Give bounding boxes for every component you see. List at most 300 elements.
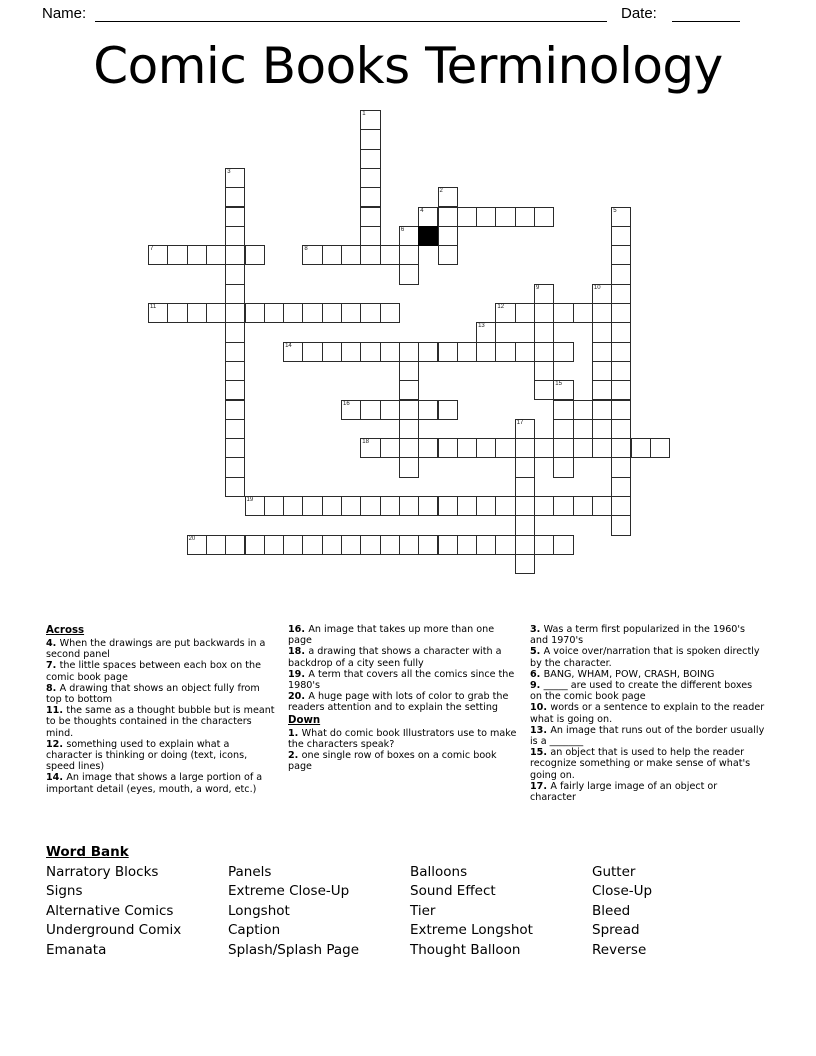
clue-across-4 bbox=[46, 638, 278, 660]
grid-cell[interactable] bbox=[360, 496, 380, 516]
grid-cell[interactable] bbox=[360, 226, 380, 246]
grid-cell[interactable] bbox=[360, 342, 380, 362]
clue-across-16 bbox=[288, 624, 520, 646]
clue-number: 3. bbox=[530, 624, 544, 635]
page-title: Comic Books Terminology bbox=[93, 37, 723, 95]
grid-cell[interactable] bbox=[399, 457, 419, 477]
clue-text: Was a term first popularized in the 1960's and 1970's bbox=[530, 624, 746, 647]
grid-cell[interactable] bbox=[225, 207, 245, 227]
grid-cell[interactable] bbox=[418, 496, 438, 516]
clue-text: A fairly large image of an object or character bbox=[530, 780, 718, 804]
clue-text: _____ are used to create the different boxes on the comic book page bbox=[530, 680, 753, 703]
grid-cell[interactable] bbox=[360, 245, 380, 265]
clue-across-8 bbox=[46, 683, 278, 705]
grid-cell[interactable] bbox=[418, 400, 438, 420]
grid-cell[interactable] bbox=[515, 457, 535, 477]
grid-cell[interactable] bbox=[264, 303, 284, 323]
grid-cell[interactable] bbox=[206, 303, 226, 323]
word-bank-item: Caption bbox=[228, 922, 281, 939]
grid-cell[interactable] bbox=[302, 245, 322, 265]
grid-cell-number: 19 bbox=[246, 497, 254, 503]
grid-cell[interactable] bbox=[534, 342, 554, 362]
grid-cell[interactable] bbox=[515, 554, 535, 574]
grid-cell-number: 11 bbox=[150, 304, 157, 310]
word-bank-item: Underground Comix bbox=[46, 922, 182, 939]
grid-cell[interactable] bbox=[495, 207, 515, 227]
grid-cell[interactable] bbox=[380, 438, 400, 458]
grid-cell[interactable] bbox=[611, 477, 631, 497]
grid-cell[interactable] bbox=[611, 322, 631, 342]
grid-cell[interactable] bbox=[495, 303, 515, 323]
grid-cell[interactable] bbox=[225, 245, 245, 265]
grid-cell[interactable] bbox=[399, 245, 419, 265]
grid-cell-number: 15 bbox=[555, 381, 562, 388]
grid-cell[interactable] bbox=[283, 496, 303, 516]
across-heading: Across bbox=[46, 625, 85, 636]
word-bank-heading: Word Bank bbox=[46, 844, 129, 860]
clue-down-9 bbox=[530, 680, 766, 702]
grid-cell[interactable] bbox=[206, 535, 226, 555]
clue-text: a drawing that shows a character with a backdrop of a city seen fully bbox=[288, 646, 502, 669]
grid-cell[interactable] bbox=[245, 245, 265, 265]
grid-cell[interactable] bbox=[322, 342, 342, 362]
word-bank-item: Spread bbox=[592, 922, 640, 939]
grid-cell[interactable] bbox=[592, 322, 612, 342]
grid-cell[interactable] bbox=[418, 207, 438, 227]
grid-cell[interactable] bbox=[225, 303, 245, 323]
grid-cell[interactable] bbox=[495, 496, 515, 516]
grid-cell[interactable] bbox=[380, 535, 400, 555]
clue-number: 10. bbox=[530, 702, 551, 714]
grid-cell[interactable] bbox=[380, 245, 400, 265]
grid-cell[interactable] bbox=[611, 400, 631, 420]
word-bank-item: Signs bbox=[46, 883, 83, 900]
grid-cell[interactable] bbox=[515, 207, 535, 227]
grid-cell-number: 8 bbox=[304, 246, 308, 253]
grid-cell[interactable] bbox=[341, 496, 361, 516]
grid-cell[interactable] bbox=[573, 496, 593, 516]
grid-cell-number: 18 bbox=[362, 439, 369, 446]
clue-text: the little spaces between each box on the comic book page bbox=[46, 660, 261, 683]
grid-cell[interactable] bbox=[187, 303, 207, 323]
clue-number: 5. bbox=[530, 646, 544, 658]
clue-across-18 bbox=[288, 646, 520, 668]
grid-cell[interactable] bbox=[360, 303, 380, 323]
grid-cell[interactable] bbox=[534, 535, 554, 555]
clue-number: 6. bbox=[530, 668, 544, 680]
grid-cell-number: 7 bbox=[150, 246, 154, 253]
grid-cell[interactable] bbox=[476, 342, 496, 362]
grid-cell[interactable] bbox=[553, 380, 573, 400]
word-bank-item: Close-Up bbox=[592, 883, 653, 900]
grid-cell[interactable] bbox=[399, 400, 419, 420]
grid-cell[interactable] bbox=[553, 400, 573, 420]
clues-column-3 bbox=[530, 624, 766, 803]
clues-column-1 bbox=[46, 624, 278, 795]
word-bank-item: Panels bbox=[228, 864, 272, 880]
grid-cell[interactable] bbox=[611, 284, 631, 304]
grid-cell-number: 4 bbox=[420, 207, 424, 214]
grid-cell[interactable] bbox=[225, 380, 245, 400]
grid-cell[interactable] bbox=[341, 400, 361, 420]
word-bank-item: Bleed bbox=[592, 902, 631, 919]
word-bank-column-2 bbox=[228, 863, 410, 960]
clue-number: 11. bbox=[46, 705, 67, 717]
grid-cell[interactable] bbox=[553, 457, 573, 477]
grid-cell-number: 6 bbox=[400, 226, 405, 233]
grid-cell[interactable] bbox=[225, 361, 245, 381]
clue-number: 8. bbox=[46, 682, 60, 694]
clue-across-19 bbox=[288, 669, 520, 691]
grid-cell[interactable] bbox=[225, 419, 245, 439]
grid-cell-number: 3 bbox=[227, 168, 231, 175]
grid-cell[interactable] bbox=[592, 380, 612, 400]
clue-text: A voice over/narration that is spoken directly by the character. bbox=[530, 646, 760, 669]
grid-cell[interactable] bbox=[187, 245, 207, 265]
clue-text: BANG, WHAM, POW, CRASH, BOING bbox=[543, 668, 715, 680]
grid-cell[interactable] bbox=[225, 226, 245, 246]
clue-text: What do comic book Illustrators use to make the characters speak? bbox=[288, 727, 517, 750]
clue-down-5 bbox=[530, 646, 766, 668]
grid-cell[interactable] bbox=[302, 342, 322, 362]
word-bank-item: Longshot bbox=[228, 902, 290, 919]
grid-cell[interactable] bbox=[515, 419, 535, 439]
grid-cell[interactable] bbox=[438, 496, 458, 516]
grid-cell-number: 17 bbox=[516, 419, 524, 426]
grid-cell[interactable] bbox=[534, 496, 554, 516]
grid-cell[interactable] bbox=[148, 303, 168, 323]
grid-cell[interactable] bbox=[515, 438, 535, 458]
clue-text: something used to explain what a character is thinking or doing (text, icons, speed lines) bbox=[46, 738, 248, 773]
clue-down-3 bbox=[530, 624, 766, 646]
grid-cell[interactable] bbox=[360, 535, 380, 555]
down-heading: Down bbox=[288, 714, 321, 726]
grid-cell[interactable] bbox=[611, 245, 631, 265]
grid-cell-number: 10 bbox=[593, 284, 601, 291]
grid-cell[interactable] bbox=[360, 110, 380, 130]
grid-cell[interactable] bbox=[302, 535, 322, 555]
grid-cell[interactable] bbox=[495, 438, 515, 458]
grid-cell[interactable] bbox=[515, 515, 535, 535]
grid-cell-number: 9 bbox=[536, 284, 540, 291]
grid-cell[interactable] bbox=[245, 535, 265, 555]
grid-cell[interactable] bbox=[225, 400, 245, 420]
grid-cell[interactable] bbox=[322, 245, 342, 265]
grid-cell[interactable] bbox=[380, 496, 400, 516]
grid-cell[interactable] bbox=[187, 535, 207, 555]
grid-cell[interactable] bbox=[283, 535, 303, 555]
grid-cell[interactable] bbox=[457, 535, 477, 555]
grid-cell[interactable] bbox=[534, 361, 554, 381]
grid-cell[interactable] bbox=[553, 438, 573, 458]
clue-text: A drawing that shows an object fully from top to bottom bbox=[46, 682, 260, 706]
grid-cell[interactable] bbox=[341, 535, 361, 555]
grid-cell[interactable] bbox=[553, 535, 573, 555]
clue-across-11 bbox=[46, 705, 278, 739]
clue-number: 18. bbox=[288, 646, 309, 658]
grid-cell[interactable] bbox=[418, 535, 438, 555]
grid-cell[interactable] bbox=[515, 535, 535, 555]
clue-number: 17. bbox=[530, 780, 551, 792]
grid-cell-number: 13 bbox=[478, 323, 485, 330]
grid-cell[interactable] bbox=[399, 361, 419, 381]
grid-cell[interactable] bbox=[399, 419, 419, 439]
grid-cell[interactable] bbox=[264, 535, 284, 555]
grid-cell[interactable] bbox=[341, 303, 361, 323]
grid-cell[interactable] bbox=[380, 342, 400, 362]
clue-number: 9. bbox=[530, 680, 544, 692]
clue-text: A huge page with lots of color to grab the readers attention and to explain the setting bbox=[288, 691, 509, 714]
grid-cell[interactable] bbox=[167, 245, 187, 265]
grid-cell[interactable] bbox=[225, 187, 245, 207]
grid-cell[interactable] bbox=[418, 342, 438, 362]
clue-number: 7. bbox=[46, 660, 60, 672]
grid-cell[interactable] bbox=[553, 419, 573, 439]
clue-down-1 bbox=[288, 728, 520, 750]
grid-cell[interactable] bbox=[225, 342, 245, 362]
grid-cell[interactable] bbox=[611, 457, 631, 477]
grid-cell[interactable] bbox=[611, 264, 631, 284]
grid-cell[interactable] bbox=[302, 496, 322, 516]
grid-cell[interactable] bbox=[399, 342, 419, 362]
grid-cell[interactable] bbox=[534, 322, 554, 342]
grid-cell[interactable] bbox=[438, 342, 458, 362]
grid-cell[interactable] bbox=[245, 303, 265, 323]
word-bank-item: Thought Balloon bbox=[410, 941, 521, 958]
grid-cell[interactable] bbox=[592, 419, 612, 439]
grid-cell[interactable] bbox=[650, 438, 670, 458]
grid-cell[interactable] bbox=[225, 284, 245, 304]
word-bank-item: Extreme Longshot bbox=[410, 922, 533, 939]
grid-cell[interactable] bbox=[573, 303, 593, 323]
grid-cell[interactable] bbox=[534, 380, 554, 400]
grid-cell[interactable] bbox=[476, 207, 496, 227]
word-bank-item: Splash/Splash Page bbox=[228, 941, 360, 958]
clue-down-15 bbox=[530, 747, 766, 781]
grid-cell[interactable] bbox=[360, 207, 380, 227]
grid-cell[interactable] bbox=[399, 226, 419, 246]
clue-number: 4. bbox=[46, 638, 60, 649]
grid-cell[interactable] bbox=[399, 264, 419, 284]
grid-cell[interactable] bbox=[611, 342, 631, 362]
grid-cell[interactable] bbox=[534, 284, 554, 304]
grid-cell[interactable] bbox=[438, 207, 458, 227]
grid-cell-number: 14 bbox=[285, 342, 292, 349]
word-bank-column-4 bbox=[592, 863, 774, 960]
word-bank-item: Gutter bbox=[592, 864, 636, 880]
clue-number: 13. bbox=[530, 724, 551, 736]
clue-text: one single row of boxes on a comic book page bbox=[288, 750, 497, 773]
grid-cell[interactable] bbox=[534, 303, 554, 323]
grid-cell[interactable] bbox=[573, 438, 593, 458]
word-bank-item: Balloons bbox=[410, 864, 468, 880]
grid-cell[interactable] bbox=[438, 187, 458, 207]
grid-cell[interactable] bbox=[592, 496, 612, 516]
grid-cell[interactable] bbox=[611, 438, 631, 458]
grid-cell[interactable] bbox=[515, 342, 535, 362]
grid-cell[interactable] bbox=[611, 496, 631, 516]
grid-cell[interactable] bbox=[553, 303, 573, 323]
grid-cell[interactable] bbox=[611, 419, 631, 439]
clue-text: When the drawings are put backwards in a second panel bbox=[46, 638, 266, 661]
grid-cell-number: 20 bbox=[188, 535, 196, 542]
grid-cell[interactable] bbox=[592, 342, 612, 362]
word-bank bbox=[46, 843, 776, 960]
grid-cell[interactable] bbox=[225, 535, 245, 555]
word-bank-column-3 bbox=[410, 863, 592, 960]
grid-cell[interactable] bbox=[341, 342, 361, 362]
grid-cell[interactable] bbox=[611, 515, 631, 535]
clue-text: an object that is used to help the reader recognize something or make sense of what's going on. bbox=[530, 747, 751, 781]
grid-cell[interactable] bbox=[573, 400, 593, 420]
grid-cell[interactable] bbox=[611, 380, 631, 400]
grid-cell[interactable] bbox=[438, 400, 458, 420]
grid-cell[interactable] bbox=[611, 361, 631, 381]
clue-number: 15. bbox=[530, 747, 551, 759]
grid-cell[interactable] bbox=[515, 303, 535, 323]
grid-cell[interactable] bbox=[360, 187, 380, 207]
clues-column-2 bbox=[288, 624, 520, 772]
grid-cell[interactable] bbox=[225, 322, 245, 342]
grid-cell[interactable] bbox=[534, 438, 554, 458]
grid-cell[interactable] bbox=[360, 149, 380, 169]
grid-cell[interactable] bbox=[225, 264, 245, 284]
word-bank-item: Tier bbox=[410, 902, 436, 919]
grid-cell[interactable] bbox=[399, 496, 419, 516]
grid-cell[interactable] bbox=[553, 342, 573, 362]
grid-cell[interactable] bbox=[206, 245, 226, 265]
word-bank-item: Extreme Close-Up bbox=[228, 883, 350, 900]
grid-cell[interactable] bbox=[302, 303, 322, 323]
clue-number: 14. bbox=[46, 772, 67, 784]
name-label: Name: bbox=[42, 5, 87, 22]
grid-cell[interactable] bbox=[553, 496, 573, 516]
word-bank-item: Sound Effect bbox=[410, 883, 496, 900]
grid-cell[interactable] bbox=[631, 438, 651, 458]
grid-cell[interactable] bbox=[322, 496, 342, 516]
clue-number: 20. bbox=[288, 691, 309, 703]
word-bank-item: Emanata bbox=[46, 941, 107, 958]
clue-number: 19. bbox=[288, 668, 309, 680]
grid-cell[interactable] bbox=[495, 342, 515, 362]
clue-down-17 bbox=[530, 781, 766, 803]
clue-down-2 bbox=[288, 750, 520, 772]
grid-cell[interactable] bbox=[360, 129, 380, 149]
grid-cell[interactable] bbox=[360, 438, 380, 458]
grid-cell[interactable] bbox=[283, 303, 303, 323]
grid-cell[interactable] bbox=[592, 303, 612, 323]
grid-cell[interactable] bbox=[438, 245, 458, 265]
grid-cell[interactable] bbox=[399, 438, 419, 458]
grid-cell[interactable] bbox=[148, 245, 168, 265]
grid-cell-number: 2 bbox=[439, 188, 443, 195]
clue-text: words or a sentence to explain to the reader what is going on. bbox=[530, 702, 765, 725]
grid-cell[interactable] bbox=[457, 342, 477, 362]
grid-cell[interactable] bbox=[476, 322, 496, 342]
clue-number: 16. bbox=[288, 624, 309, 635]
grid-cell[interactable] bbox=[341, 245, 361, 265]
clue-down-13 bbox=[530, 725, 766, 747]
grid-cell[interactable] bbox=[225, 457, 245, 477]
clue-text: An image that takes up more than one page bbox=[288, 624, 495, 647]
grid-cell[interactable] bbox=[611, 226, 631, 246]
grid-cell[interactable] bbox=[476, 496, 496, 516]
grid-cell-number: 16 bbox=[343, 400, 350, 407]
grid-cell[interactable] bbox=[380, 303, 400, 323]
grid-cell[interactable] bbox=[476, 535, 496, 555]
grid-cell-number: 1 bbox=[362, 111, 366, 117]
clue-across-14 bbox=[46, 772, 278, 794]
grid-cell[interactable] bbox=[592, 400, 612, 420]
grid-cell[interactable] bbox=[167, 303, 187, 323]
grid-cell[interactable] bbox=[360, 168, 380, 188]
word-bank-column-1 bbox=[46, 863, 228, 960]
word-bank-item: Alternative Comics bbox=[46, 902, 174, 919]
grid-cell[interactable] bbox=[380, 400, 400, 420]
grid-cell-number: 12 bbox=[497, 304, 505, 310]
grid-cell[interactable] bbox=[245, 496, 265, 516]
grid-cell[interactable] bbox=[495, 535, 515, 555]
grid-cell[interactable] bbox=[515, 496, 535, 516]
clue-down-6 bbox=[530, 669, 766, 680]
grid-cell-number: 5 bbox=[613, 207, 617, 214]
grid-cell[interactable] bbox=[399, 380, 419, 400]
grid-cell[interactable] bbox=[418, 438, 438, 458]
grid-cell[interactable] bbox=[457, 438, 477, 458]
clue-across-7 bbox=[46, 660, 278, 682]
clue-across-20 bbox=[288, 691, 520, 713]
grid-cell[interactable] bbox=[225, 477, 245, 497]
grid-cell[interactable] bbox=[438, 438, 458, 458]
grid-cell[interactable] bbox=[592, 361, 612, 381]
grid-cell[interactable] bbox=[611, 303, 631, 323]
grid-cell[interactable] bbox=[476, 438, 496, 458]
clue-across-12 bbox=[46, 739, 278, 773]
grid-cell[interactable] bbox=[592, 284, 612, 304]
clue-number: 1. bbox=[288, 727, 302, 739]
grid-cell[interactable] bbox=[283, 342, 303, 362]
grid-cell[interactable] bbox=[225, 438, 245, 458]
grid-cell[interactable] bbox=[225, 168, 245, 188]
grid-cell[interactable] bbox=[592, 438, 612, 458]
grid-cell[interactable] bbox=[322, 303, 342, 323]
word-bank-item: Narratory Blocks bbox=[46, 864, 159, 880]
grid-cell[interactable] bbox=[573, 419, 593, 439]
grid-cell[interactable] bbox=[438, 535, 458, 555]
clue-number: 12. bbox=[46, 738, 67, 750]
grid-cell[interactable] bbox=[360, 400, 380, 420]
grid-cell[interactable] bbox=[399, 535, 419, 555]
word-bank-columns bbox=[46, 863, 776, 960]
grid-cell[interactable] bbox=[515, 477, 535, 497]
grid-cell[interactable] bbox=[457, 496, 477, 516]
grid-cell-blocked bbox=[418, 226, 438, 246]
date-label: Date: bbox=[621, 5, 657, 22]
clue-number: 2. bbox=[288, 750, 302, 762]
grid-cell[interactable] bbox=[322, 535, 342, 555]
grid-cell[interactable] bbox=[611, 207, 631, 227]
grid-cell[interactable] bbox=[457, 207, 477, 227]
clue-text: the same as a thought bubble but is meant to be thoughts contained in the characters mind. bbox=[46, 705, 275, 739]
word-bank-item: Reverse bbox=[592, 941, 647, 958]
clue-text: A term that covers all the comics since the 1980's bbox=[288, 668, 515, 692]
clue-text: An image that shows a large portion of a important detail (eyes, mouth, a word, etc.) bbox=[46, 772, 263, 795]
clue-text: An image that runs out of the border usually is a _______ bbox=[530, 724, 765, 748]
grid-cell[interactable] bbox=[264, 496, 284, 516]
grid-cell[interactable] bbox=[438, 226, 458, 246]
grid-cell[interactable] bbox=[534, 207, 554, 227]
clue-down-10 bbox=[530, 702, 766, 724]
